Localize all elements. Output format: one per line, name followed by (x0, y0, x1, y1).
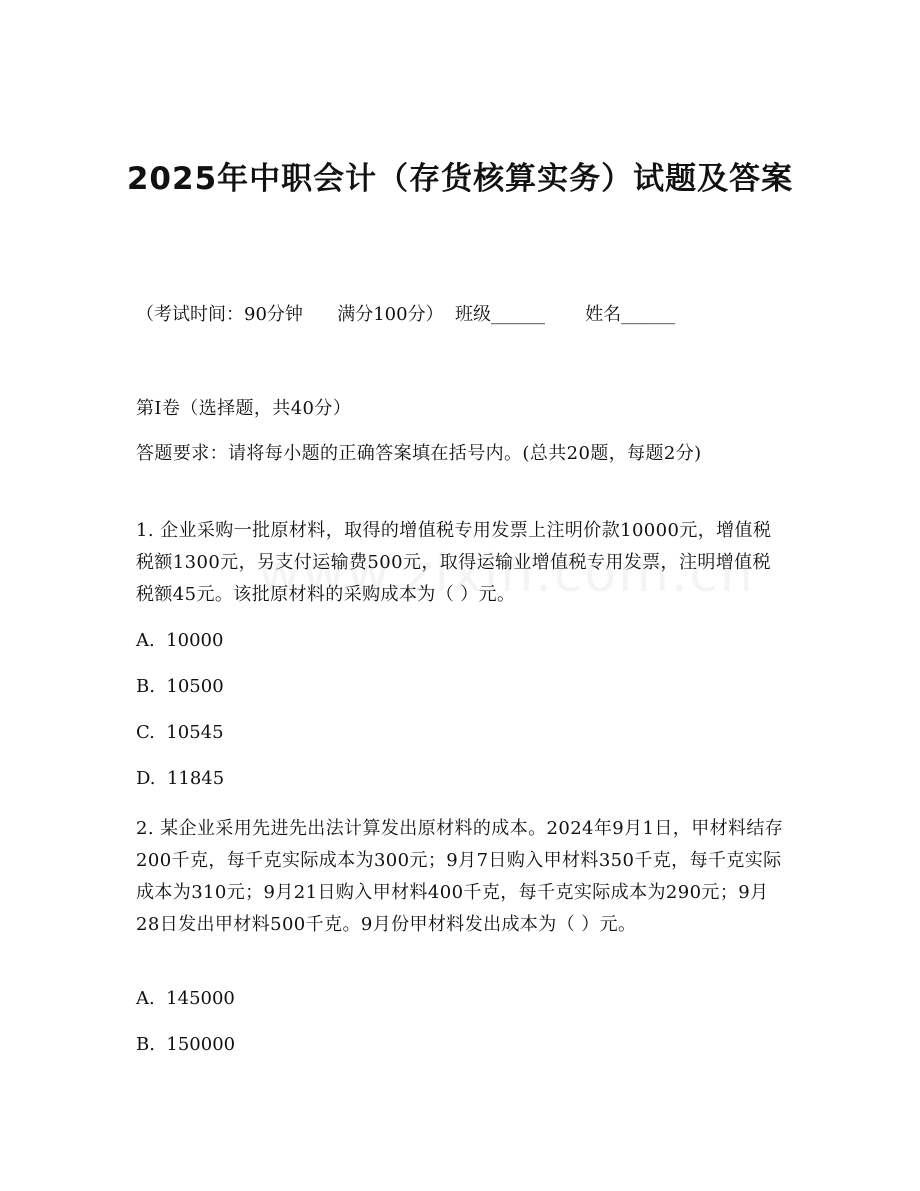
section-heading: 第I卷（选择题，共40分） (136, 398, 352, 419)
question-1-option-d: D. 11845 (136, 768, 225, 789)
answer-instructions: 答题要求：请将每小题的正确答案填在括号内。(总共20题，每题2分) (136, 443, 702, 464)
question-1-stem: 1. 企业采购一批原材料，取得的增值税专用发票上注明价款10000元，增值税税额1300元，另支付运输费500元，取得运输业增值税专用发票，注明增值税税额45元。该批原材料的采购成本为（ ）元。 (136, 520, 772, 605)
question-2-option-b: B. 150000 (136, 1034, 236, 1055)
question-2-stem: 2. 某企业采用先进先出法计算发出原材料的成本。2024年9月1日，甲材料结存200千克，每千克实际成本为300元；9月7日购入甲材料350千克，每千克实际成本为310元；9月21日购入甲材料400千克，每千克实际成本为290元；9月28日发出甲材料500千克。9月份甲材料发出成本为（ ）元。 (136, 818, 784, 935)
question-1-option-b: B. 10500 (136, 676, 224, 697)
exam-meta-line: （考试时间：90分钟 满分100分） 班级______ 姓名______ (136, 304, 676, 325)
question-1-option-a: A. 10000 (136, 630, 224, 651)
question-2-option-a: A. 145000 (136, 988, 235, 1009)
document-title: 2025年中职会计（存货核算实务）试题及答案 (126, 161, 794, 197)
question-1-option-c: C. 10545 (136, 722, 224, 743)
